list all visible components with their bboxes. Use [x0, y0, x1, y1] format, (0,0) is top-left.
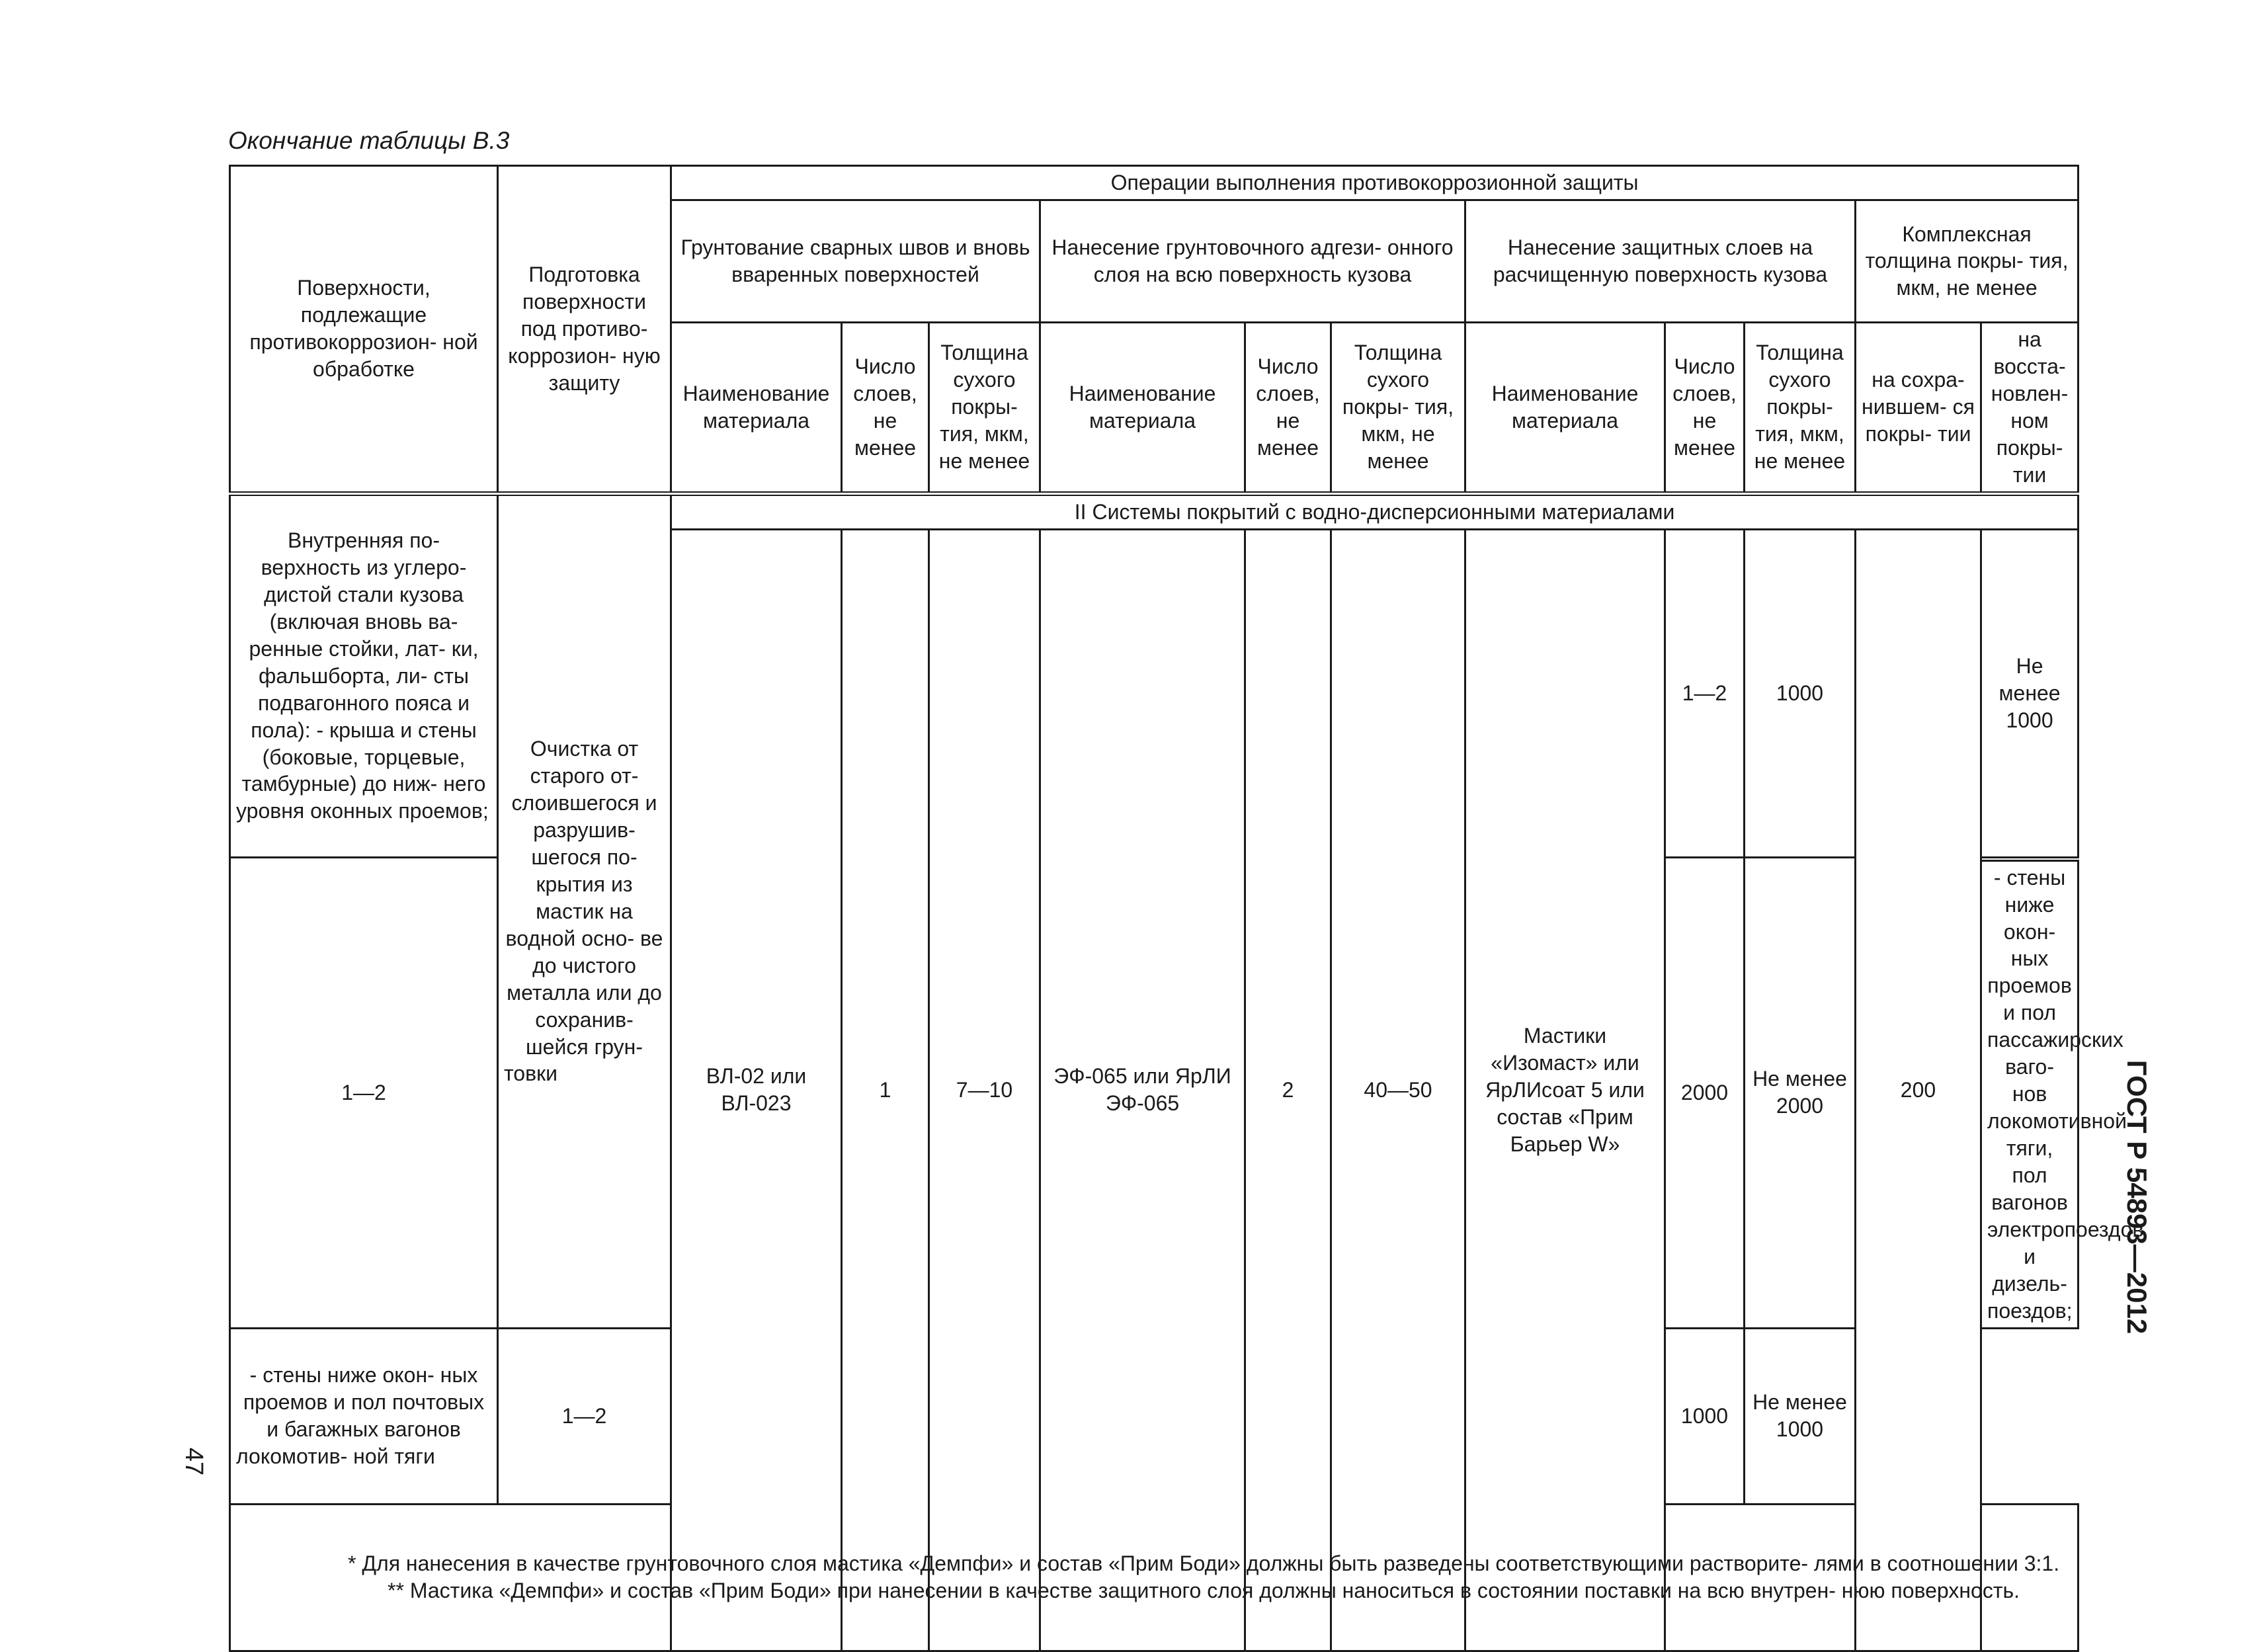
protective-layers-2: 1—2: [230, 857, 498, 1328]
header-priming-thickness: Толщина сухого покры- тия, мкм, не менее: [929, 322, 1040, 493]
restored-thickness-3: Не менее 1000: [1745, 1328, 1856, 1504]
header-group-priming: Грунтование сварных швов и вновь вваренных поверхностей: [671, 200, 1040, 322]
header-on-restored: на восста- новлен- ном покры- тии: [1981, 322, 2079, 493]
header-adhesion-layers: Число слоев, не менее: [1245, 322, 1331, 493]
table-caption: Окончание таблицы В.3: [228, 127, 510, 154]
priming-material-cell: ВЛ-02 или ВЛ-023: [671, 529, 842, 1651]
header-surfaces: Поверхности, подлежащие противокоррозион- ной обработке: [230, 166, 498, 494]
priming-thickness-cell: 7—10: [929, 529, 1040, 1651]
header-on-preserved: на сохра- нившем- ся покры- тии: [1856, 322, 1981, 493]
priming-layers-cell: 1: [842, 529, 929, 1651]
restored-thickness-2: Не менее 2000: [1745, 857, 1856, 1328]
header-group-protective: Нанесение защитных слоев на расчищенную поверхность кузова: [1465, 200, 1856, 322]
page-number: 47: [180, 1447, 208, 1476]
protective-material-cell: Мастики «Изомаст» или ЯрЛИсоат 5 или состав «Прим Барьер W»: [1465, 529, 1665, 1651]
complex-preserved-cell: 200: [1856, 529, 1981, 1651]
adhesion-thickness-cell: 40—50: [1331, 529, 1465, 1651]
header-protective-material: Наименование материала: [1465, 322, 1665, 493]
surface-cell-2: - стены ниже окон- ных проемов и пол пассажирских ваго- нов локомотивной тяги, пол вагонов электропоездов и дизель-поездов;: [1981, 860, 2079, 1328]
header-adhesion-material: Наименование материала: [1040, 322, 1245, 493]
surface-cell-1: Внутренняя по- верхность из углеро- дистой стали кузова (включая вновь ва- ренные стойки, лат- ки, фальшборта, ли- сты подвагонного пояса и пола): - крыша и стены (боковые, торцевые, тамбурные) до ниж- него уровня оконных проемов;: [230, 493, 498, 857]
footnote-1: * Для нанесения в качестве грунтовочного слоя мастика «Демпфи» и состав «Прим Боди» должны быть разведены соответствующими растворите- лями в соотношении 3:1.: [348, 1551, 2060, 1576]
gost-standard-id: ГОСТ Р 54893—2012: [2121, 1059, 2153, 1335]
header-group-adhesion: Нанесение грунтовочного адгези- онного слоя на всю поверхность кузова: [1040, 200, 1465, 322]
protective-layers-1: 1—2: [1665, 529, 1745, 857]
section-title: II Системы покрытий с водно-дисперсионными материалами: [671, 493, 2079, 529]
footnotes-cell: [230, 1504, 2079, 1651]
header-priming-material: Наименование материала: [671, 322, 842, 493]
header-preparation: Подготовка поверхности под противо- коррозион- ную защиту: [498, 166, 671, 494]
preparation-cell: Очистка от старого от- слоившегося и разрушив- шегося по- крытия из мастик на водной осно- ве до чистого металла или до сохранив- шейся грун- товки: [498, 493, 671, 1328]
restored-thickness-1: Не менее 1000: [1981, 529, 2079, 857]
header-adhesion-thickness: Толщина сухого покры- тия, мкм, не менее: [1331, 322, 1465, 493]
header-priming-layers: Число слоев, не менее: [842, 322, 929, 493]
header-protective-thickness: Толщина сухого покры- тия, мкм, не менее: [1745, 322, 1856, 493]
adhesion-material-cell: ЭФ-065 или ЯрЛИ ЭФ-065: [1040, 529, 1245, 1651]
header-group-complex: Комплексная толщина покры- тия, мкм, не менее: [1856, 200, 2079, 322]
protective-thickness-2: 2000: [1665, 857, 1745, 1328]
surface-cell-3: - стены ниже окон- ных проемов и пол почтовых и багажных вагонов локомотив- ной тяги: [230, 1328, 498, 1504]
header-operations: Операции выполнения противокоррозионной защиты: [671, 166, 2079, 200]
protective-thickness-1: 1000: [1745, 529, 1856, 857]
footnote-2: ** Мастика «Демпфи» и состав «Прим Боди» при нанесении в качестве защитного слоя должны наноситься в состоянии поставки на всю внутрен- нюю поверхность.: [388, 1579, 2020, 1603]
protective-layers-3: 1—2: [498, 1328, 671, 1504]
header-protective-layers: Число слоев, не менее: [1665, 322, 1745, 493]
adhesion-layers-cell: 2: [1245, 529, 1331, 1651]
protective-thickness-3: 1000: [1665, 1328, 1745, 1504]
